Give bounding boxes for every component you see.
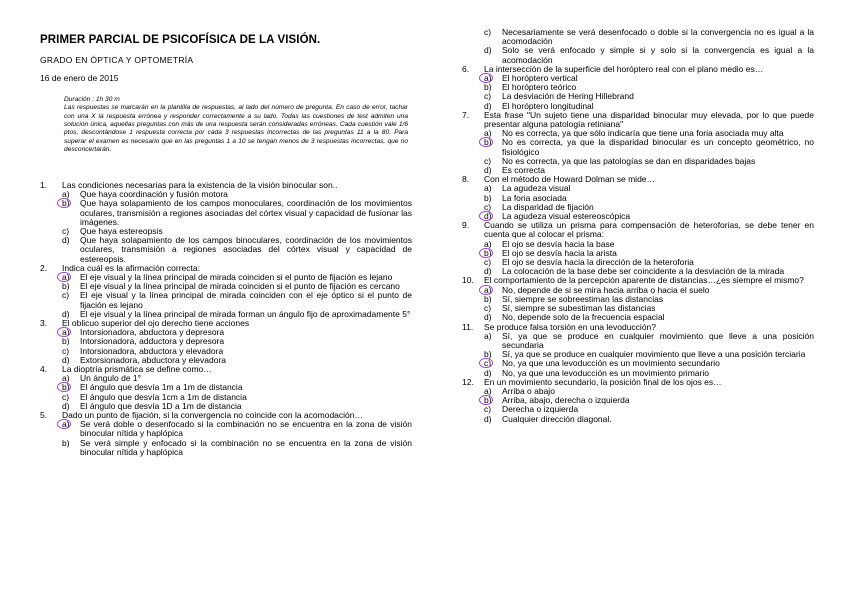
instructions-text: Las respuestas se marcarán en la plantilla de respuestas, al lado del número de pregunta. En caso de error, tachar con una X la respuesta errónea y responder correctamente a su lado. Todas las cuestiones de test admiten una solución única, aquellas preguntas con más de una respuesta serán consideradas erróneas. Cada cuestión vale 1/6 ptos, descontándose 1 respuesta correcta por cada 3 respuestas incorrectas de las preguntas 11 a la 80. Para superar el examen es necesario que en las preguntas 1 a 10 se tengan menos de 3 respuestas incorrectas, que no desconcertarán.	[64, 104, 408, 154]
option-text: No, ya que una levoducción es un movimiento primario	[502, 367, 709, 378]
option-letter: a)	[484, 183, 492, 194]
option-text: La colocación de la base debe ser coincidente a la desviación de la mirada	[502, 266, 785, 277]
option-text: No es correcta, ya que la disparidad binocular es un concepto geométrico, no fisiológico	[502, 137, 814, 157]
option-letter: c)	[484, 91, 492, 102]
question-number: 6.	[462, 63, 470, 74]
question-text: En un movimiento secundario, la posición final de los ojos es…	[484, 376, 722, 387]
instructions	[64, 96, 408, 154]
option-letter: b)	[484, 349, 492, 360]
option-letter: a)	[484, 73, 492, 84]
option-text: Es correcta	[502, 165, 545, 176]
option-letter: d)	[62, 235, 70, 246]
answer-option[interactable]	[62, 439, 412, 457]
answer-option[interactable]	[62, 356, 412, 365]
question-number: 5.	[40, 410, 48, 421]
option-letter: a)	[62, 189, 70, 200]
option-letter: b)	[484, 82, 492, 93]
question-number: 9.	[462, 220, 470, 231]
question-8	[462, 175, 814, 221]
option-text: La desviación de Hering Hillebrand	[502, 91, 634, 102]
option-text: Que haya solapamiento de los campos monoculares, coordinación de los movimientos oculares, transmisión a regiones asociadas del córtex visual y capacidad de fusionar las imágenes.	[80, 198, 412, 227]
question-stem	[462, 111, 814, 129]
exam-title: PRIMER PARCIAL DE PSICOFÍSICA DE LA VISIÓN.	[40, 34, 321, 46]
option-letter: b)	[62, 198, 70, 209]
question-11	[462, 323, 814, 378]
question-text: El comportamiento de la percepción aparente de distancias…¿es siempre el mismo?	[484, 275, 804, 286]
question-text: Se produce falsa torsión en una levoducción?	[484, 321, 657, 332]
option-text: Arriba, abajo, derecha o izquierda	[502, 395, 630, 406]
question-number: 10.	[462, 275, 474, 286]
option-letter: d)	[484, 211, 492, 222]
option-letter: a)	[484, 385, 492, 396]
answer-option[interactable]	[62, 420, 412, 438]
option-letter: d)	[484, 413, 492, 424]
option-letter: d)	[484, 266, 492, 277]
option-text: Necesariamente se verá desenfocado o doble si la convergencia no es igual a la acomodación	[502, 27, 814, 47]
option-text: Intorsionadora, adductora y depresora	[80, 336, 225, 347]
option-text: El ángulo que desvía 1cm a 1m de distancia	[80, 391, 247, 402]
option-letter: c)	[484, 303, 492, 314]
answer-option[interactable]	[484, 28, 814, 46]
option-letter: b)	[484, 395, 492, 406]
option-letter: c)	[484, 27, 492, 37]
option-text: El horóptero teórico	[502, 82, 577, 93]
option-text: Extorsionadora, abductora y elevadora	[80, 354, 227, 365]
question-5	[40, 411, 412, 457]
option-text: La disparidad de fijación	[502, 201, 594, 212]
option-text: El horóptero longitudinal	[502, 100, 594, 111]
question-number: 11.	[462, 321, 474, 332]
option-letter: b)	[62, 336, 70, 347]
question-number: 1.	[40, 180, 48, 190]
answer-option[interactable]	[62, 402, 412, 411]
option-text: El eje visual y la línea principal de mirada coinciden si el punto de fijación es lejano	[80, 272, 393, 283]
option-letter: c)	[62, 290, 70, 301]
option-letter: a)	[62, 327, 70, 338]
question-2	[40, 264, 412, 319]
option-text: No, depende de si se mira hacia arriba o hacia el suelo	[502, 284, 710, 295]
option-letter: c)	[484, 257, 492, 268]
question-text: El oblicuo superior del ojo derecho tiene acciones	[62, 318, 250, 329]
option-text: La agudeza visual estereoscópica	[502, 211, 631, 222]
option-text: El ángulo que desvía 1m a 1m de distancia	[80, 382, 243, 393]
option-text: Cualquier dirección diagonal.	[502, 413, 612, 424]
option-text: No, depende solo de la frecuencia espacial	[502, 312, 665, 323]
answer-option[interactable]	[62, 199, 412, 227]
answer-option[interactable]	[62, 310, 412, 319]
answer-option[interactable]	[484, 313, 814, 322]
option-letter: a)	[62, 272, 70, 283]
option-text: Que haya estereopsis	[80, 226, 163, 237]
option-text: El eje visual y la línea principal de mirada coinciden si el punto de fijación es cercano	[80, 281, 400, 292]
option-letter: d)	[484, 100, 492, 111]
option-letter: d)	[484, 45, 492, 56]
question-9	[462, 221, 814, 276]
option-letter: c)	[62, 391, 70, 402]
question-text: Indica cuál es la afirmación correcta:	[62, 262, 200, 273]
question-text: Cuando se utiliza un prisma para compensación de heteroforias, se debe tener en cuenta que al colocar el prisma:	[484, 220, 814, 240]
question-text: La intersección de la superficie del horóptero real con el plano medio es…	[484, 63, 764, 74]
option-letter: d)	[62, 308, 70, 319]
option-text: Que haya coordinación y fusión motora	[80, 189, 228, 200]
option-letter: b)	[484, 137, 492, 148]
option-letter: d)	[62, 400, 70, 411]
option-text: El eje visual y la línea principal de mirada forman un ángulo fijo de aproximadamente 5°	[80, 308, 411, 319]
option-text: Que haya solapamiento de los campos binoculares, coordinación de los movimientos oculares, transmisión a regiones asociadas del córtex visual y capacidad de estereopsis.	[80, 235, 412, 264]
option-letter: c)	[484, 358, 492, 369]
option-letter: a)	[484, 284, 492, 295]
option-letter: b)	[62, 382, 70, 393]
option-text: El eje visual y la línea principal de mirada coinciden con el eje óptico si el punto de fijación es lejano	[80, 290, 412, 310]
duration: Duración : 1h 30 m	[64, 96, 120, 103]
exam-subtitle: GRADO EN ÓPTICA Y OPTOMETRÍA	[40, 55, 194, 65]
answer-option[interactable]	[484, 102, 814, 111]
question-6	[462, 65, 814, 111]
option-text: Derecha o izquierda	[502, 404, 579, 415]
option-letter: a)	[62, 373, 70, 384]
question-5	[462, 28, 814, 65]
question-text: Dado un punto de fijación, si la convergencia no coincide con la acomodación…	[62, 410, 363, 421]
option-text: La agudeza visual	[502, 183, 571, 194]
option-text: No es correcta, ya que las patologías se dan en disparidades bajas	[502, 155, 756, 166]
option-letter: c)	[484, 155, 492, 166]
option-text: Sí, ya que se produce en cualquier movimiento que lleve a una posición terciaria	[502, 349, 806, 360]
option-text: Intorsionadora, abductora y depresora	[80, 327, 225, 338]
option-letter: a)	[62, 419, 70, 430]
question-12	[462, 378, 814, 424]
answer-option[interactable]	[484, 332, 814, 350]
option-text: Intorsionadora, abductora y elevadora	[80, 345, 224, 356]
option-text: El ojo se desvía hacia la arista	[502, 247, 617, 258]
answer-circle-mark	[479, 211, 493, 221]
question-number: 7.	[462, 109, 470, 120]
option-letter: b)	[62, 281, 70, 292]
option-text: Sí, siempre se subestiman las distancias	[502, 303, 656, 314]
answer-option[interactable]	[484, 369, 814, 378]
option-text: No es correcta, ya que sólo indicaría que tiene una foria asociada muy alta	[502, 128, 784, 139]
answer-option[interactable]	[62, 236, 412, 264]
question-3	[40, 319, 412, 365]
answer-option[interactable]	[484, 212, 814, 221]
option-text: Se verá doble o desenfocado si la combinación no se encuentra en la zona de visión binocular nítida y haplópica	[80, 419, 412, 439]
question-text: La dioptría prismática se define como…	[62, 364, 212, 375]
question-stem	[462, 221, 814, 239]
question-1	[40, 181, 412, 264]
answer-option[interactable]	[484, 138, 814, 156]
option-letter: c)	[484, 404, 492, 415]
option-text: La foria asociada	[502, 192, 567, 203]
answer-option[interactable]	[484, 267, 814, 276]
option-text: El ojo se desvía hacia la dirección de la heteroforia	[502, 257, 694, 268]
answer-option[interactable]	[484, 46, 814, 64]
option-letter: d)	[484, 165, 492, 176]
option-text: El ángulo que desvía 1D a 1m de distancia	[80, 400, 242, 411]
option-letter: a)	[484, 128, 492, 139]
question-10	[462, 276, 814, 322]
option-letter: a)	[484, 238, 492, 249]
option-letter: c)	[62, 226, 70, 237]
question-number: 3.	[40, 318, 48, 329]
option-letter: d)	[484, 367, 492, 378]
option-letter: a)	[484, 330, 492, 341]
option-letter: b)	[484, 247, 492, 258]
question-7	[462, 111, 814, 175]
option-letter: b)	[484, 293, 492, 304]
question-number: 2.	[40, 262, 48, 273]
option-text: No, ya que una levoducción es un movimiento secundario	[502, 358, 720, 369]
answer-option[interactable]	[484, 166, 814, 175]
answer-option[interactable]	[484, 415, 814, 424]
option-letter: c)	[484, 201, 492, 212]
option-text: Arriba o abajo	[502, 385, 555, 396]
option-text: Un ángulo de 1°	[80, 373, 142, 384]
question-list-right	[462, 28, 814, 424]
option-text: Sí, ya que se produce en cualquier movimiento que lleve a una posición secundaria	[502, 330, 814, 350]
option-letter: c)	[62, 345, 70, 356]
option-text: El horóptero vertical	[502, 73, 578, 84]
question-list-left	[40, 181, 412, 457]
question-number: 4.	[40, 364, 48, 375]
question-4	[40, 365, 412, 411]
question-text: Las condiciones necesarias para la existencia de la visión binocular son..	[62, 180, 338, 190]
exam-date: 16 de enero de 2015	[40, 73, 119, 83]
option-text: Sí, siempre se sobreestiman las distancias	[502, 293, 664, 304]
question-text: Con el método de Howard Dolman se mide…	[484, 174, 656, 185]
option-letter: b)	[62, 437, 70, 448]
option-text: Solo se verá enfocado y simple si y solo si la convergencia es igual a la acomodación	[502, 45, 814, 65]
question-number: 8.	[462, 174, 470, 185]
option-letter: d)	[484, 312, 492, 323]
question-number: 12.	[462, 376, 474, 387]
option-letter: d)	[62, 354, 70, 365]
option-text: Se verá simple y enfocado si la combinación no se encuentra en la zona de visión binocular nítida y haplópica	[80, 437, 412, 457]
option-letter: b)	[484, 192, 492, 203]
question-text: Esta frase "Un sujeto tiene una disparidad binocular muy elevada, por lo que puede presentar alguna patología retiniana"	[484, 109, 814, 130]
answer-option[interactable]	[62, 291, 412, 309]
option-text: El ojo se desvía hacia la base	[502, 238, 615, 249]
